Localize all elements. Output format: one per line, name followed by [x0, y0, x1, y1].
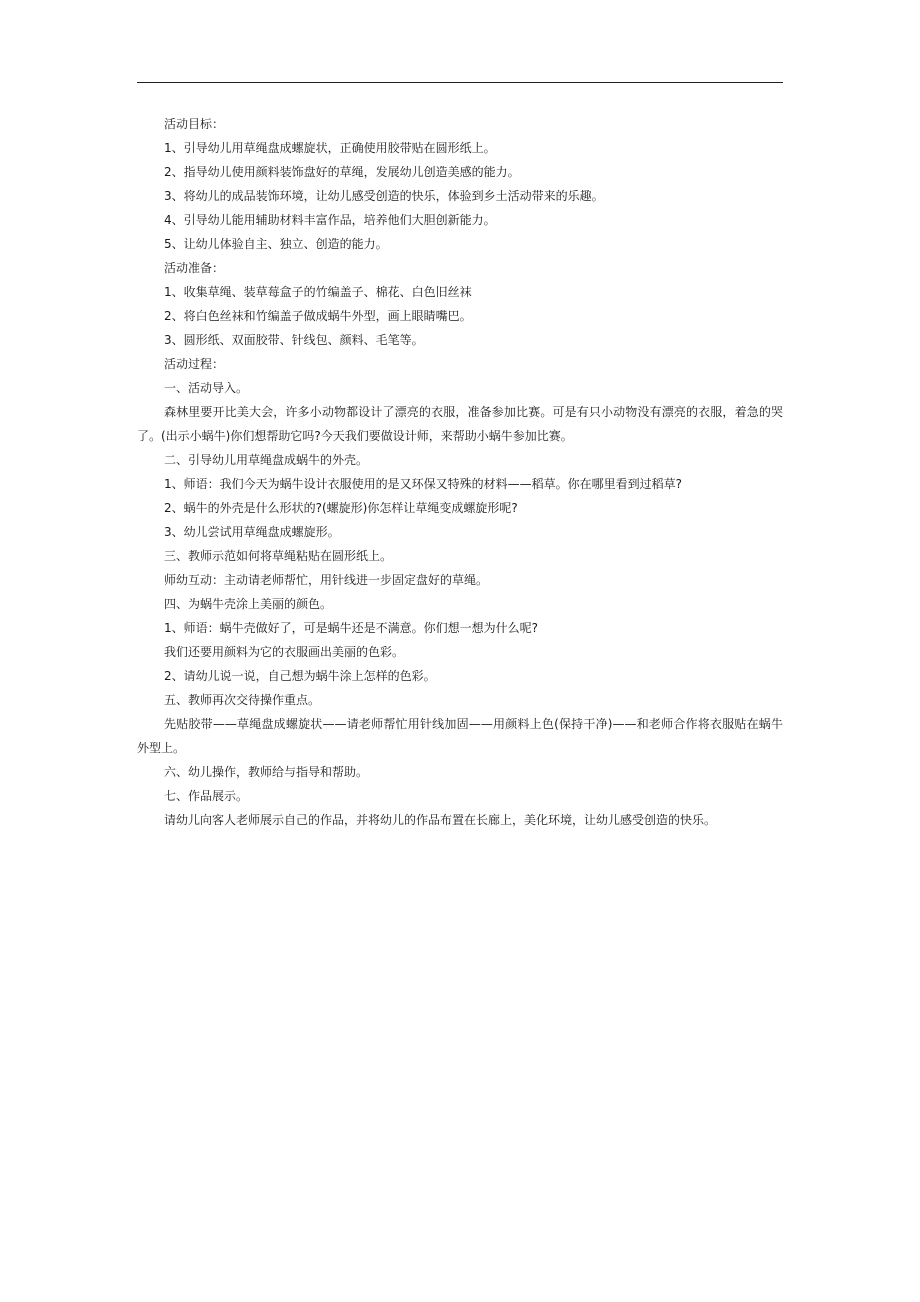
- step-item: 3、幼儿尝试用草绳盘成螺旋形。: [164, 525, 340, 539]
- step-heading: 三、教师示范如何将草绳粘贴在圆形纸上。: [164, 549, 393, 563]
- step-item: 1、师语：我们今天为蜗牛设计衣服使用的是又环保又特殊的材料——稻草。你在哪里看到过稻草?: [164, 477, 683, 491]
- preparation-item: 1、收集草绳、装草莓盒子的竹编盖子、棉花、白色旧丝袜: [164, 285, 472, 299]
- preparation-item: 3、圆形纸、双面胶带、针线包、颜料、毛笔等。: [164, 333, 424, 347]
- closing-line: 请幼儿向客人老师展示自己的作品，并将幼儿的作品布置在长廊上，美化环境，让幼儿感受创造的快乐。: [164, 813, 717, 827]
- step-item: 我们还要用颜料为它的衣服画出美丽的色彩。: [164, 645, 405, 659]
- step-item: 1、师语：蜗牛壳做好了，可是蜗牛还是不满意。你们想一想为什么呢?: [164, 621, 539, 635]
- step-heading: 二、引导幼儿用草绳盘成蜗牛的外壳。: [164, 453, 369, 467]
- goal-item: 2、指导幼儿使用颜料装饰盘好的草绳，发展幼儿创造美感的能力。: [164, 165, 520, 179]
- step-heading: 一、活动导入。: [164, 381, 249, 395]
- goal-item: 1、引导幼儿用草绳盘成螺旋状，正确使用胶带贴在圆形纸上。: [164, 141, 496, 155]
- step-heading: 五、教师再次交待操作重点。: [164, 693, 321, 707]
- step-item: 2、蜗牛的外壳是什么形状的?(螺旋形)你怎样让草绳变成螺旋形呢?: [164, 501, 518, 515]
- step-heading: 六、幼儿操作，教师给与指导和帮助。: [164, 765, 369, 779]
- section-heading-process: 活动过程：: [164, 357, 225, 371]
- step-heading: 七、作品展示。: [164, 789, 249, 803]
- step-item: 师幼互动：主动请老师帮忙，用针线进一步固定盘好的草绳。: [164, 573, 489, 587]
- document-body: [137, 112, 783, 832]
- step-heading: 四、为蜗牛壳涂上美丽的颜色。: [164, 597, 333, 611]
- goal-item: 4、引导幼儿能用辅助材料丰富作品，培养他们大胆创新能力。: [164, 213, 496, 227]
- goal-item: 5、让幼儿体验自主、独立、创造的能力。: [164, 237, 388, 251]
- goal-item: 3、将幼儿的成品装饰环境，让幼儿感受创造的快乐，体验到乡土活动带来的乐趣。: [164, 189, 604, 203]
- header-divider: [137, 82, 783, 83]
- step-item: 2、请幼儿说一说，自己想为蜗牛涂上怎样的色彩。: [164, 669, 436, 683]
- section-heading-goals: 活动目标：: [164, 117, 225, 131]
- section-heading-preparation: 活动准备：: [164, 261, 225, 275]
- intro-paragraph: 森林里要开比美大会，许多小动物都设计了漂亮的衣服，准备参加比赛。可是有只小动物没有漂亮的衣服，着急的哭了。(出示小蜗牛)你们想帮助它吗?今天我们要做设计师，来帮助小蜗牛参加比赛。: [137, 405, 783, 443]
- preparation-item: 2、将白色丝袜和竹编盖子做成蜗牛外型，画上眼睛嘴巴。: [164, 309, 472, 323]
- procedure-paragraph: 先贴胶带——草绳盘成螺旋状——请老师帮忙用针线加固——用颜料上色(保持干净)——和老师合作将衣服贴在蜗牛外型上。: [137, 717, 783, 755]
